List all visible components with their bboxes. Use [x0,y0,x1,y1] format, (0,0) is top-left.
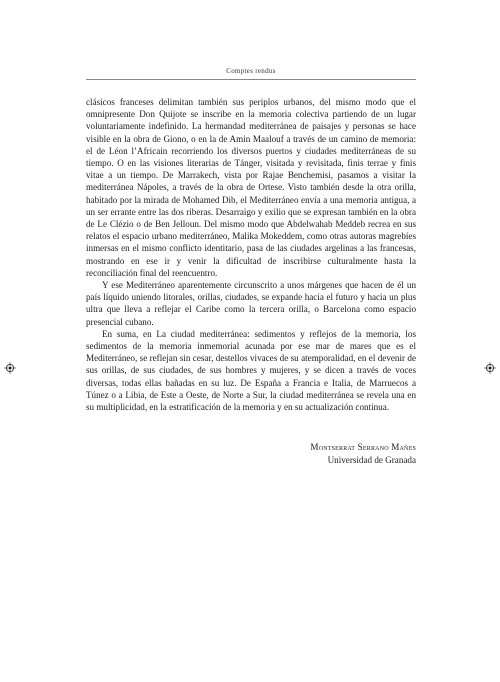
paragraph-2: Y ese Mediterráneo aparentemente circunscrito a unos márgenes que hacen de él un país líquido uniendo litorales, orillas, ciudades, se expande hacia el futuro y hacia un plus ultra que lleva a reflejar el Caribe como la tercera orilla, o Barcelona como espacio presencial cubano. [86,280,416,327]
review-body [86,96,416,413]
paragraph-3: En suma, en La ciudad mediterránea: sedimentos y reflejos de la memoria, los sedimentos de la memoria inmemorial acunada por ese mar de mares que es el Mediterráneo, se reflejan sin cesar, destellos vivaces de su atemporalidad, en el devenir de sus orillas, de sus ciudades, de sus hombres y mujeres, y se dicen a través de voces diversas, todas ellas bañadas en su luz. De España a Francia e Italia, de Marruecos a Túnez o a Libia, de Este a Oeste, de Norte a Sur, la ciudad mediterránea se revela una en su multiplicidad, en la estratificación de la memoria y en su actualización continua. [86,328,416,413]
signature-block [86,441,416,467]
author-affiliation: Universidad de Granada [327,455,416,465]
author-name: Montserrat Serrano Mañes [310,442,416,452]
paragraph-1: clásicos franceses delimitan también sus periplos urbanos, del mismo modo que el omnipresente Don Quijote se inscribe en la memoria colectiva partiendo de un lugar voluntariamente indefinido. La hermandad mediterránea de paisajes y personas se hace visible en la obra de Giono, o en la de Amin Maalouf a través de un camino de memoria: el de Léon l’Africain recorriendo los diversos puertos y ciudades mediterráneas de su tiempo. O en las visiones literarias de Tánger, visitada y revisitada, finis terrae y finis vitae a un tiempo. De Marrakech, vista por Rajae Benchemisi, pasamos a visitar la mediterránea Nápoles, a través de la obra de Ortese. Visto también desde la otra orilla, habitado por la mirada de Mohamed Dib, el Mediterráneo envía a una memoria antigua, a un ser errante entre las dos riberas. Desarraigo y exilio que se expresan también en la obra de Le Clézio o de Ben Jelloun. Del mismo modo que Abdelwahab Meddeb recrea en sus relatos el espacio urbano mediterráneo, Malika Mokeddem, como otras autoras magrebíes inmersas en el mismo conflicto identitario, pasa de las ciudades argelinas a las francesas, mostrando en ese ir y venir la dificultad de inscribirse culturalmente hasta la reconciliación final del reencuentro. [86,97,416,278]
registration-mark-left-icon [4,362,16,374]
running-head: Comptes rendus [226,67,276,75]
registration-mark-right-icon [484,362,496,374]
header-rule [86,79,416,80]
